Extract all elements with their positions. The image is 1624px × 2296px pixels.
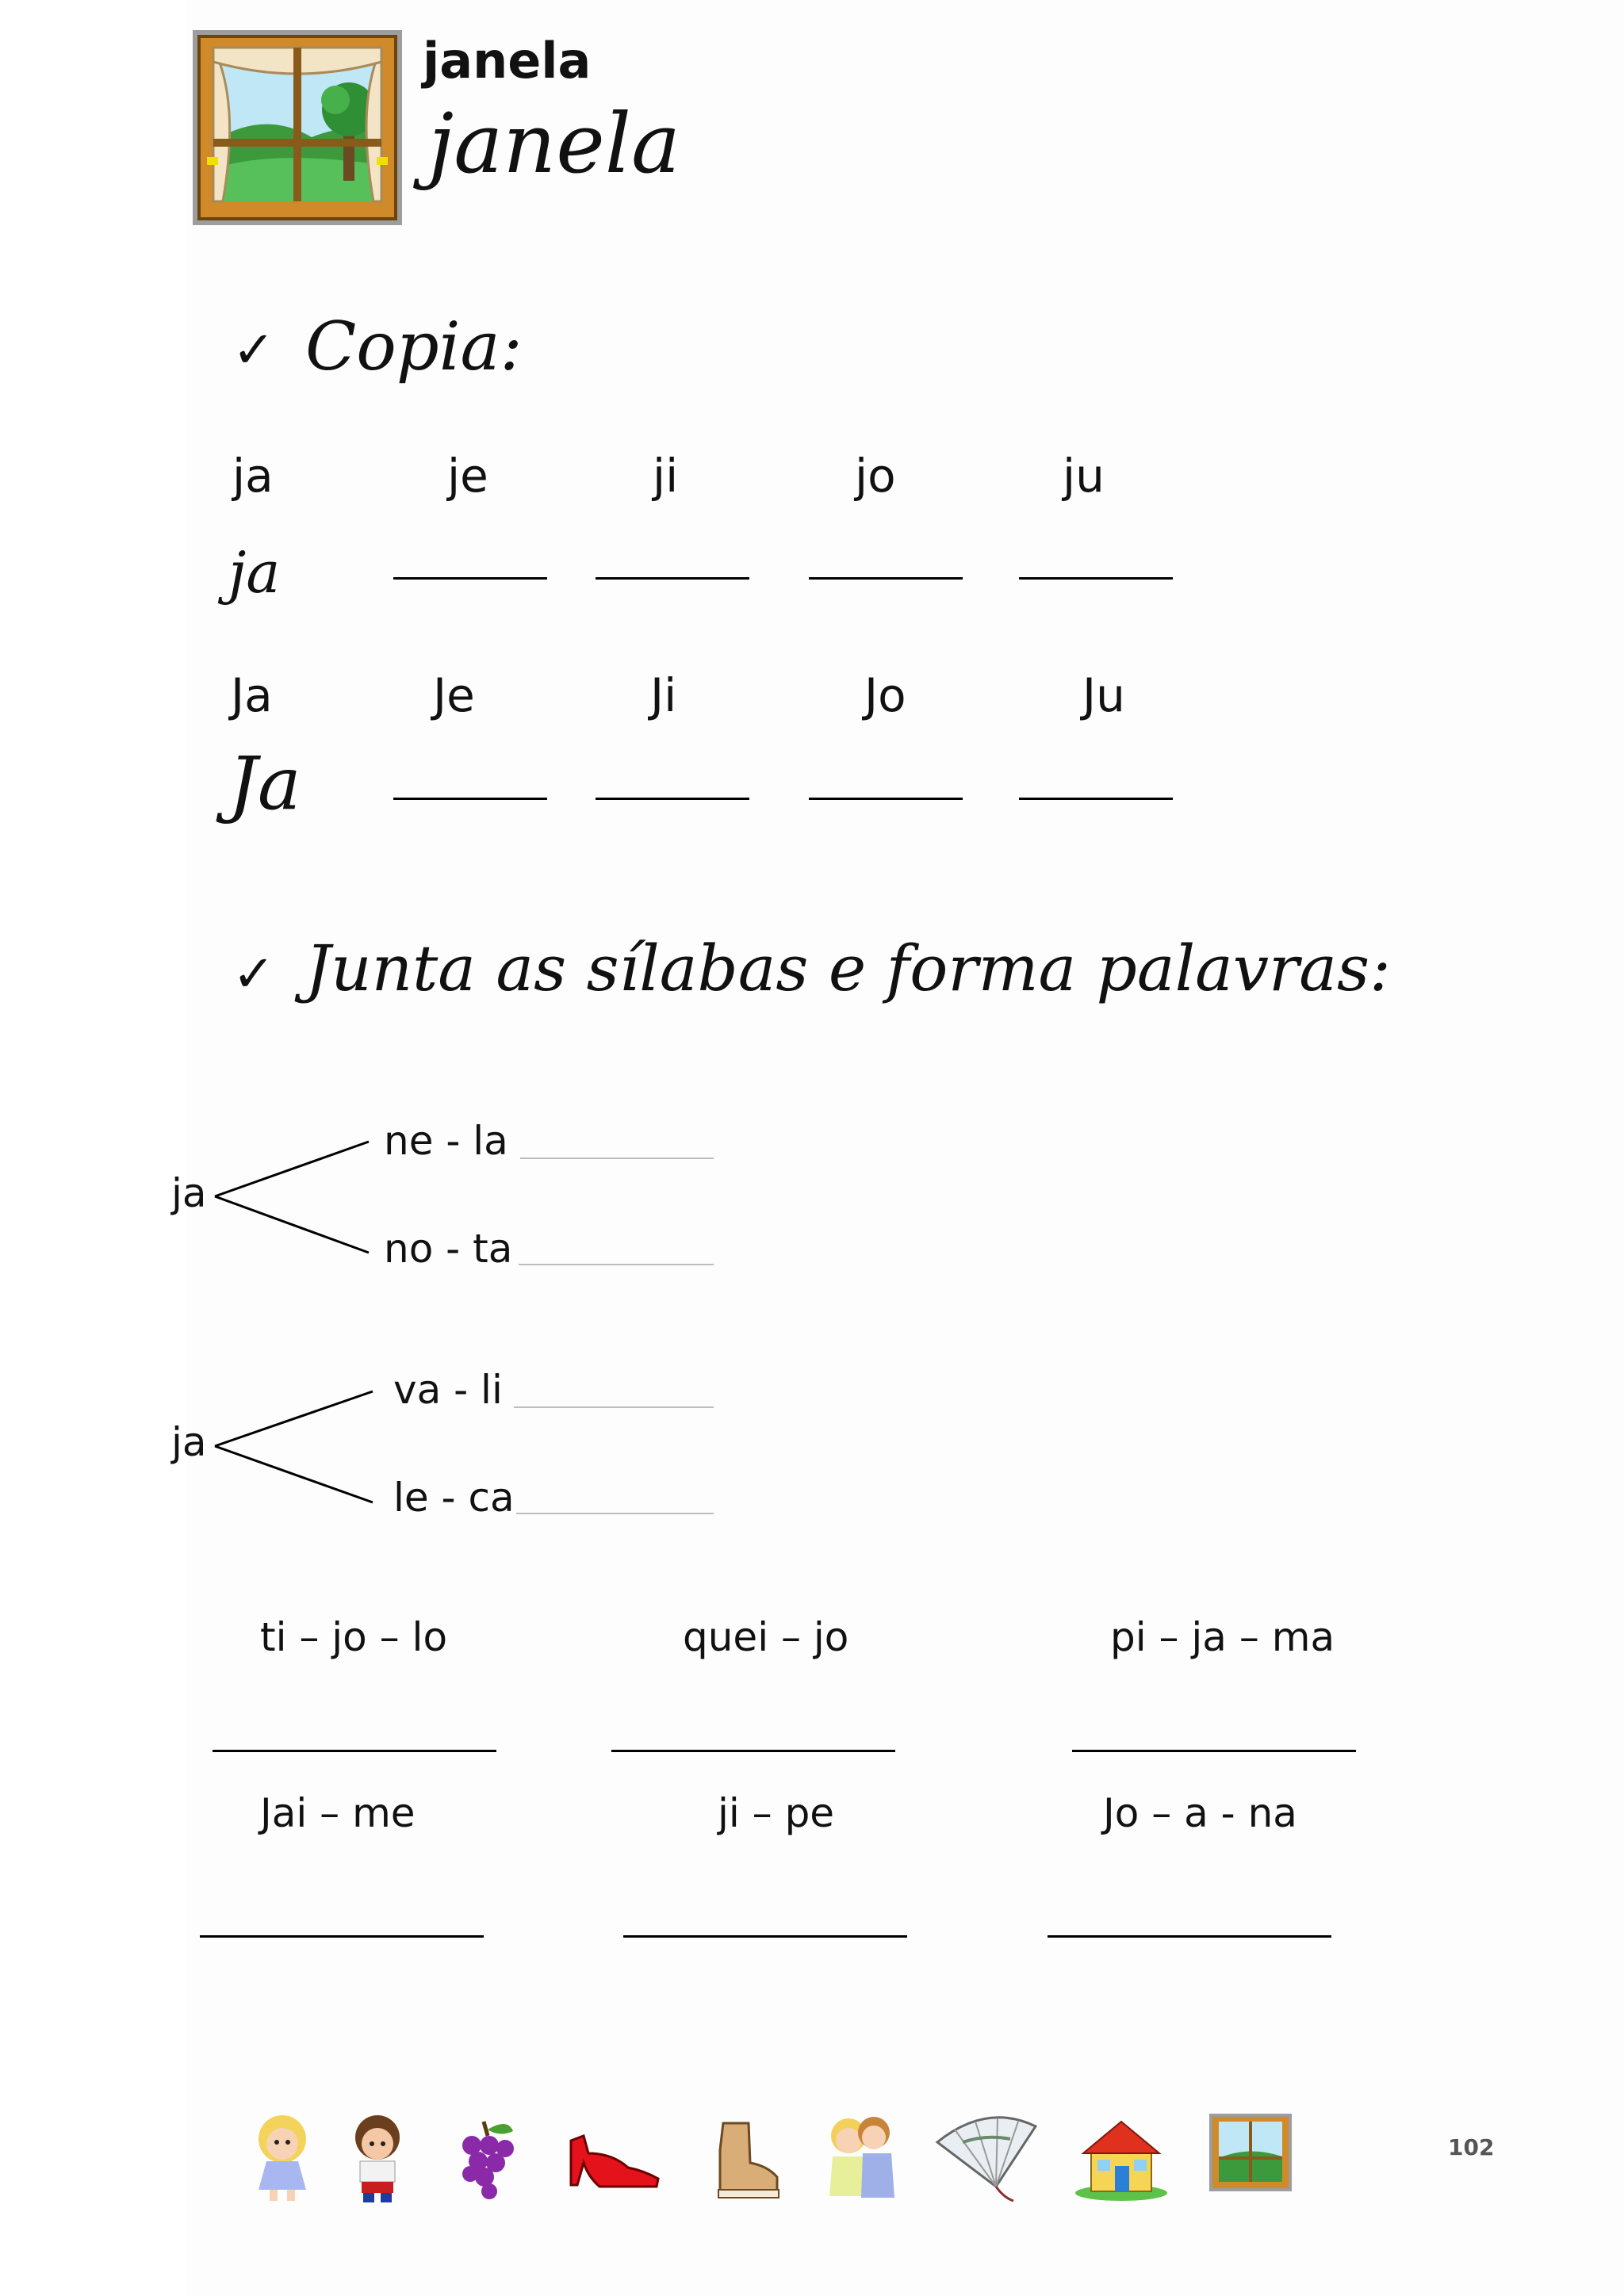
word-script: janela <box>428 95 681 192</box>
red-shoe-icon <box>565 2130 665 2196</box>
syllable-print: Je <box>433 668 475 722</box>
answer-line[interactable] <box>514 1406 714 1408</box>
answer-line[interactable] <box>516 1513 714 1514</box>
syllable-print: ji <box>653 449 679 503</box>
syllable-print: Ji <box>650 668 677 722</box>
page-number: 102 <box>1448 2134 1495 2160</box>
answer-line[interactable] <box>520 1158 714 1159</box>
copy-blank[interactable] <box>1019 798 1173 800</box>
syllable-print: Ju <box>1082 668 1125 722</box>
copy-blank[interactable] <box>1019 577 1173 580</box>
syllable-ending: le - ca <box>393 1475 515 1521</box>
syllable-script-model: Ja <box>228 741 301 826</box>
copy-blank[interactable] <box>809 798 963 800</box>
branch-lines <box>210 1387 377 1506</box>
syllable-print: jo <box>855 449 896 503</box>
answer-line[interactable] <box>623 1935 907 1938</box>
girl-doll-icon <box>251 2110 314 2209</box>
syllable-print: ju <box>1063 449 1105 503</box>
answer-line[interactable] <box>213 1750 496 1752</box>
boy-doll-icon <box>346 2110 409 2209</box>
syllable-print: Ja <box>231 668 273 722</box>
syllable-print: ja <box>232 449 274 503</box>
fan-icon <box>931 2110 1042 2207</box>
word-syllables: Jo – a - na <box>1103 1790 1297 1836</box>
children-kissing-icon <box>817 2109 904 2212</box>
answer-line[interactable] <box>519 1264 714 1265</box>
answer-line[interactable] <box>611 1750 895 1752</box>
house-icon <box>1072 2114 1170 2204</box>
root-syllable: ja <box>171 1170 207 1216</box>
syllable-ending: no - ta <box>384 1226 513 1272</box>
syllable-ending: va - li <box>393 1367 503 1413</box>
boot-icon <box>712 2118 783 2204</box>
root-syllable: ja <box>171 1419 207 1465</box>
word-syllables: quei – jo <box>683 1614 849 1660</box>
syllable-ending: ne - la <box>384 1118 508 1164</box>
word-syllables: ti – jo – lo <box>260 1614 448 1660</box>
syllable-script-model: ja <box>228 539 281 606</box>
join-title: Junta as sílabas e forma palavras: <box>305 932 1391 1005</box>
syllable-print: Jo <box>864 668 906 722</box>
word-syllables: pi – ja – ma <box>1110 1614 1335 1660</box>
word-syllables: ji – pe <box>718 1790 835 1836</box>
check-icon: ✓ <box>232 321 275 380</box>
word-syllables: Jai – me <box>260 1790 416 1836</box>
branch-lines <box>210 1138 377 1257</box>
copy-title: Copia: <box>305 308 523 385</box>
check-icon: ✓ <box>232 945 275 1004</box>
word-print: janela <box>423 32 592 90</box>
window-icon <box>1209 2114 1292 2195</box>
answer-line[interactable] <box>1072 1750 1356 1752</box>
answer-line[interactable] <box>1048 1935 1331 1938</box>
copy-blank[interactable] <box>809 577 963 580</box>
copy-blank[interactable] <box>393 798 547 800</box>
window-picture <box>193 30 402 225</box>
answer-line[interactable] <box>200 1935 484 1938</box>
copy-blank[interactable] <box>596 798 749 800</box>
grapes-icon <box>448 2114 519 2204</box>
copy-blank[interactable] <box>596 577 749 580</box>
copy-blank[interactable] <box>393 577 547 580</box>
syllable-print: je <box>447 449 488 503</box>
